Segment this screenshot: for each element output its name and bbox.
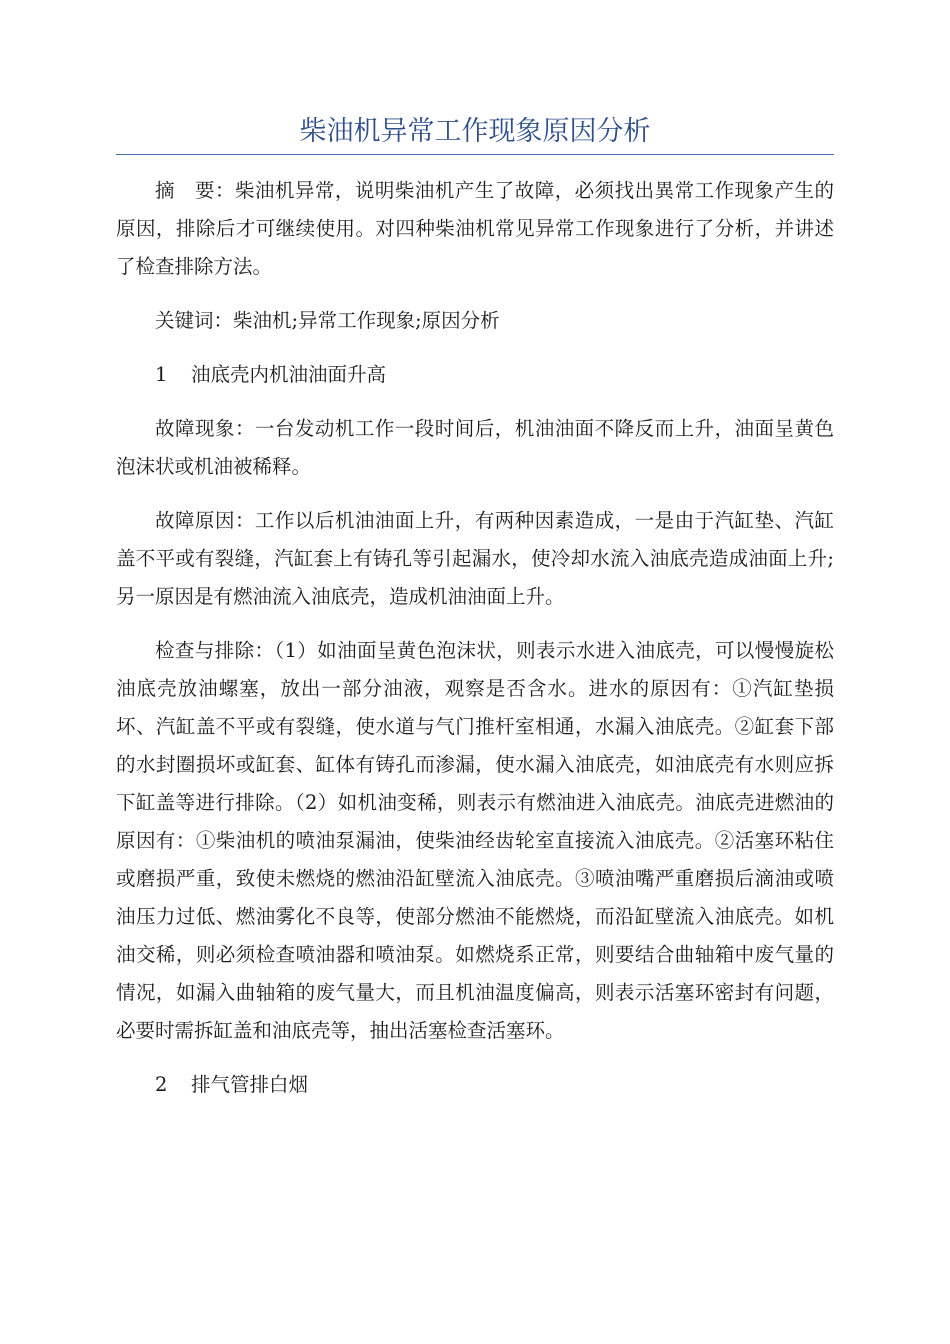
section-1-title: 油底壳内机油油面升高 [191, 363, 387, 386]
section-1-symptom: 故障现象：一台发动机工作一段时间后，机油油面不降反而上升，油面呈黄色泡沫状或机油被稀释。 [116, 417, 834, 478]
document-title: 柴油机异常工作现象原因分析 [299, 116, 651, 147]
document-body [116, 172, 834, 1120]
section-1-cause: 故障原因：工作以后机油油面上升，有两种因素造成，一是由于汽缸垫、汽缸盖不平或有裂缝，汽缸套上有铸孔等引起漏水，使冷却水流入油底壳造成油面上升;另一原因是有燃油流入油底壳，造成机油油面上升。 [116, 509, 834, 608]
section-1-inspection: 检查与排除：（1）如油面呈黄色泡沫状，则表示水进入油底壳，可以慢慢旋松油底壳放油螺塞，放出一部分油液，观察是否含水。进水的原因有：①汽缸垫损坏、汽缸盖不平或有裂缝，使水道与气门推杆室相通，水漏入油底壳。②缸套下部的水封圈损坏或缸套、缸体有铸孔而渗漏，使水漏入油底壳，如油底壳有水则应拆下缸盖等进行排除。（2）如机油变稀，则表示有燃油进入油底壳。油底壳进燃油的原因有：①柴油机的喷油泵漏油，使柴油经齿轮室直接流入油底壳。②活塞环粘住或磨损严重，致使未燃烧的燃油沿缸壁流入油底壳。③喷油嘴严重磨损后滴油或喷油压力过低、燃油雾化不良等，使部分燃油不能燃烧，而沿缸壁流入油底壳。如机油交稀，则必须检查喷油器和喷油泵。如燃烧系正常，则要结合曲轴箱中废气量的情况，如漏入曲轴箱的废气量大，而且机油温度偏高，则表示活塞环密封有问题，必要时需拆缸盖和油底壳等，抽出活塞检查活塞环。 [116, 639, 834, 1042]
section-2-title: 排气管排白烟 [191, 1073, 309, 1096]
abstract-paragraph: 摘 要：柴油机异常，说明柴油机产生了故障，必须找出異常工作现象产生的原因，排除后才可继续使用。对四种柴油机常见异常工作现象进行了分析，并讲述了检查排除方法。 [116, 179, 834, 278]
section-2-number: 2 [155, 1073, 168, 1096]
keywords-paragraph: 关键词：柴油机;异常工作现象;原因分析 [155, 309, 500, 332]
section-2-heading [116, 1066, 834, 1104]
title-underline [116, 154, 834, 155]
section-1-number: 1 [155, 363, 168, 386]
section-1-heading [116, 356, 834, 394]
